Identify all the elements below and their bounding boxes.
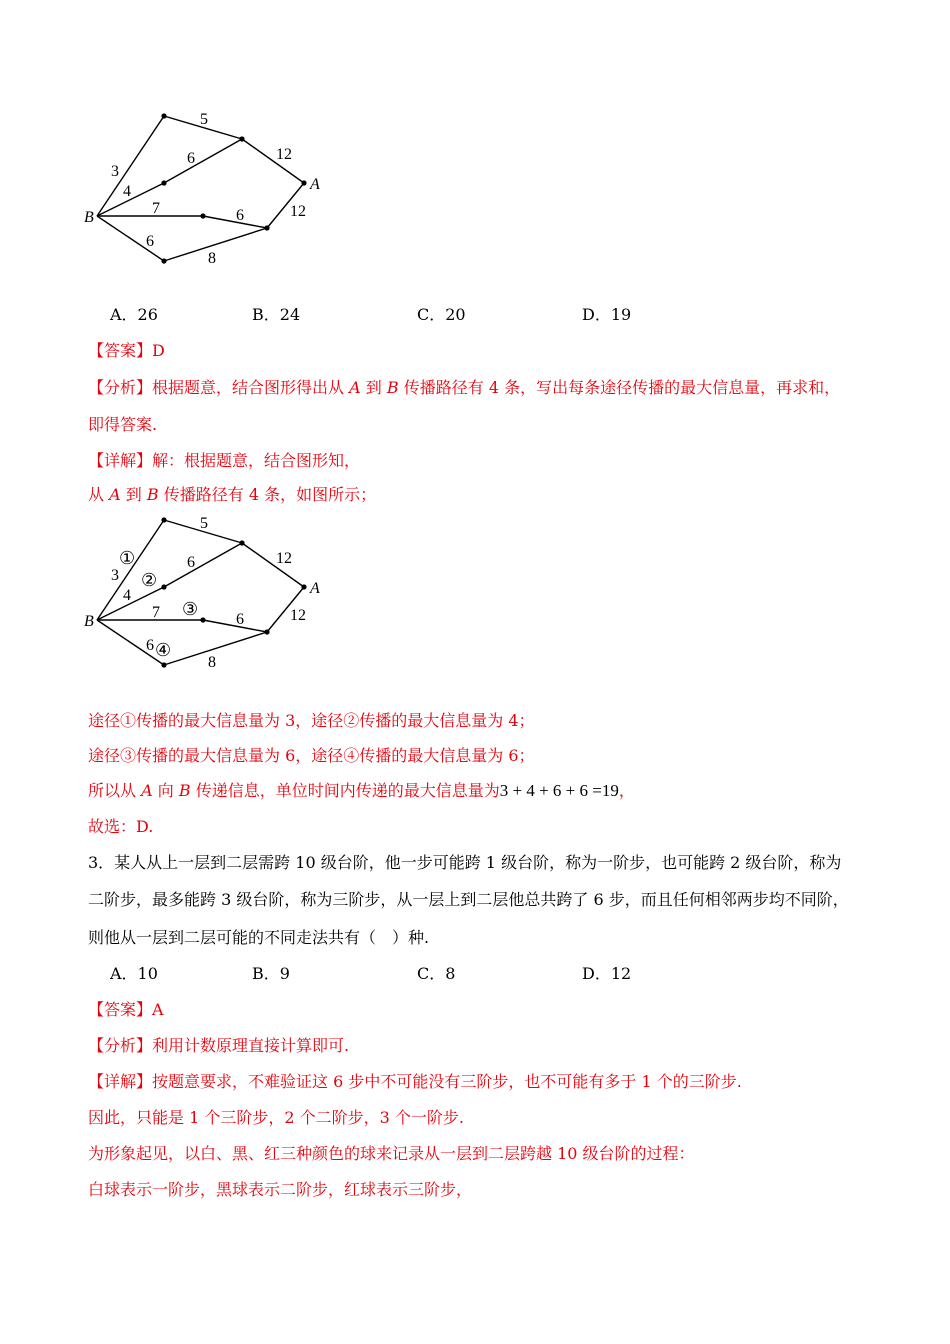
edge-label: 7 — [152, 200, 160, 217]
node-right — [264, 225, 269, 230]
q3-detail-line-2: 因此，只能是 1 个三阶步，2 个二阶步，3 个一阶步. — [88, 1108, 464, 1127]
edge-label: 6 — [187, 554, 195, 571]
q3-detail-line-4: 白球表示一阶步，黑球表示二阶步，红球表示三阶步， — [88, 1180, 473, 1199]
answer-line — [88, 341, 165, 361]
q3-option-b: B．9 — [252, 964, 290, 983]
option-d: D．19 — [582, 305, 632, 324]
node-inner — [161, 180, 166, 185]
analysis-line-2: 即得答案. — [88, 415, 158, 434]
edge-label: 3 — [111, 163, 119, 180]
result-line-2: 途径③传播的最大信息量为 6，途径④传播的最大信息量为 6； — [88, 746, 535, 765]
node-label-A: A — [310, 176, 320, 193]
edge-center-right — [203, 216, 267, 228]
result-line-1: 途径①传播的最大信息量为 3，途径②传播的最大信息量为 4； — [88, 711, 535, 730]
answer-tag: 【答案】 — [88, 341, 153, 360]
q3-answer-line — [88, 1000, 164, 1020]
answer-value: D — [152, 341, 165, 360]
node-A — [301, 180, 306, 185]
detail-line-2: 从 A 到 B 传播路径有 4 条，如图所示； — [88, 485, 377, 504]
node-center — [200, 213, 205, 218]
analysis-tag: 【分析】 — [88, 378, 153, 397]
detail-line-1: 【详解】解：根据题意，结合图形知， — [88, 451, 361, 470]
edge-inner-mid — [164, 139, 242, 183]
edge-label: 12 — [290, 203, 306, 220]
edge-label: 6 — [236, 207, 244, 224]
edge-label: 6 — [146, 637, 154, 654]
option-a: A．26 — [110, 305, 158, 324]
edge-label: 6 — [187, 150, 195, 167]
detail-tag: 【详解】 — [88, 1072, 153, 1091]
network-graph-2 — [80, 504, 420, 684]
edge-label: 6 — [236, 611, 244, 628]
network-graph-1 — [80, 100, 420, 280]
q3-option-d: D．12 — [582, 964, 632, 983]
edge-label: 6 — [146, 233, 154, 250]
q3-detail-line-1: 【详解】按题意要求，不难验证这 6 步中不可能没有三阶步，也不可能有多于 1 个的三阶步. — [88, 1072, 742, 1091]
detail-tag: 【详解】 — [88, 451, 153, 470]
q3-line-3: 则他从一层到二层可能的不同走法共有（ ）种. — [88, 928, 430, 947]
q3-line-2: 二阶步，最多能跨 3 级台阶，称为三阶步，从一层上到二层他总共跨了 6 步，而且任何相邻两步均不同阶， — [88, 890, 849, 909]
sum-equation: 3 + 4 + 6 + 6 =19 — [499, 781, 619, 800]
edge-label: 12 — [290, 607, 306, 624]
option-c: C．20 — [417, 305, 466, 324]
edge-label: 3 — [111, 567, 119, 584]
edge-label: 5 — [200, 515, 208, 532]
edge-label: 8 — [208, 654, 216, 671]
edge-label: 12 — [276, 550, 292, 567]
node-bottom — [161, 258, 166, 263]
q3-detail-line-3: 为形象起见，以白、黑、红三种颜色的球来记录从一层到二层跨越 10 级台阶的过程： — [88, 1144, 695, 1163]
edge-label: 5 — [200, 111, 208, 128]
node-mid — [239, 136, 244, 141]
option-b: B．24 — [252, 305, 301, 324]
analysis-line-1: 【分析】根据题意，结合图形得出从 A 到 B 传播路径有 4 条，写出每条途径传播的最大信息量，再求和， — [88, 378, 841, 397]
result-line-4: 故选：D. — [88, 817, 154, 836]
edge-label: 4 — [123, 183, 131, 200]
q3-line-1: 3．某人从上一层到二层需跨 10 级台阶，他一步可能跨 1 级台阶，称为一阶步，也可能跨 2 级台阶，称为 — [88, 853, 842, 872]
path-marker-4: ④ — [155, 640, 172, 660]
edge-label: 8 — [208, 250, 216, 267]
path-marker-3: ③ — [182, 599, 199, 619]
node-label-B: B — [84, 209, 94, 226]
edge-mid-A — [242, 139, 304, 183]
q3-option-a: A．10 — [110, 964, 158, 983]
path-marker-1: ① — [119, 548, 136, 568]
edge-label: 4 — [123, 587, 131, 604]
result-line-3: 所以从 A 向 B 传递信息，单位时间内传递的最大信息量为3 + 4 + 6 + 6 =19， — [88, 781, 635, 800]
node-label-B: B — [84, 613, 94, 630]
node-top — [161, 113, 166, 118]
edge-label: 7 — [152, 604, 160, 621]
answer-value: A — [152, 1000, 164, 1019]
analysis-tag: 【分析】 — [88, 1036, 153, 1055]
q3-analysis-line: 【分析】利用计数原理直接计算即可. — [88, 1036, 350, 1055]
answer-tag: 【答案】 — [88, 1000, 153, 1019]
node-label-A: A — [310, 580, 320, 597]
path-marker-2: ② — [141, 570, 158, 590]
edge-label: 12 — [276, 146, 292, 163]
q3-option-c: C．8 — [417, 964, 456, 983]
